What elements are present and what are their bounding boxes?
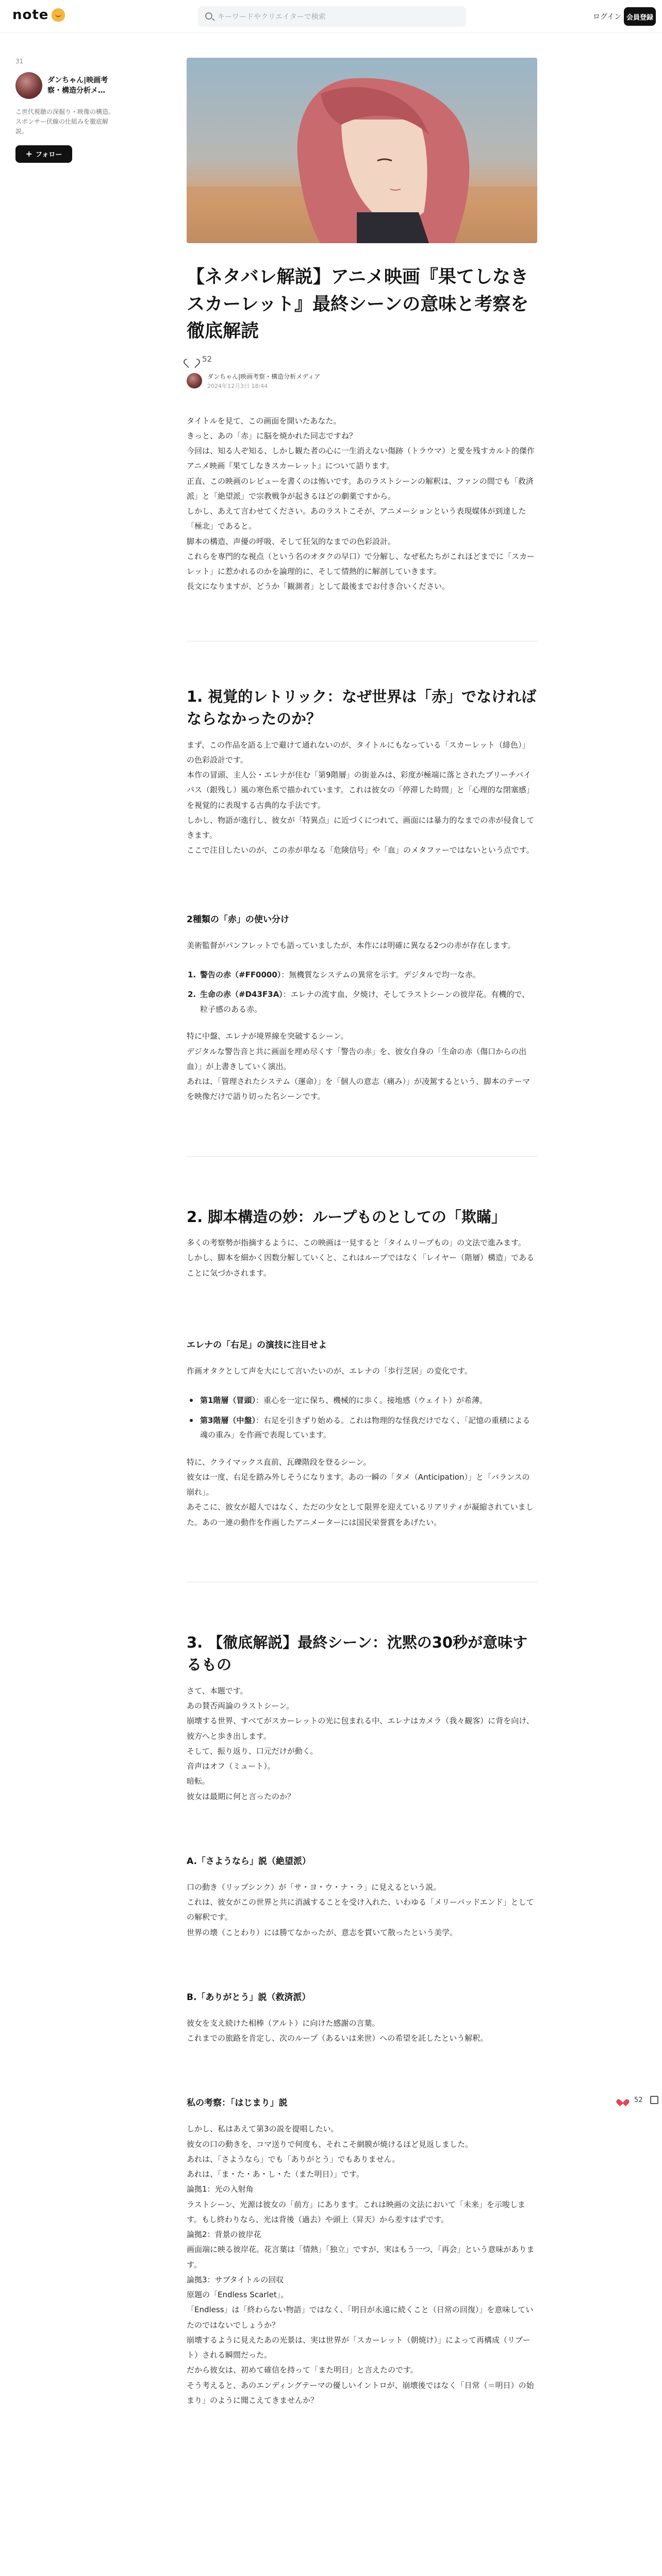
list-item-text: ：エレナの流す血、夕焼け、そしてラストシーンの彼岸花。有機的で、粒子感のある赤。 (200, 990, 530, 1014)
section-heading: 3. 【徹底解説】最終シーン：沈黙の30秒が意味するもの (187, 1633, 528, 1674)
search-placeholder: キーワードやクリエイターで検索 (218, 13, 326, 21)
paragraph: 崩壊するように見えたあの光景は、実は世界が「スカーレット（朝焼け）」によって再構成（リブート）される瞬間だった。 (187, 2335, 531, 2360)
heart-icon[interactable] (187, 355, 196, 363)
intro-line: 今回は、知る人ぞ知る、しかし観た者の心に一生消えない傷跡（トラウマ）と愛を残すカルト的傑作アニメ映画『果てしなきスカーレット』について語ります。 (187, 446, 535, 471)
list-item: 1. 警告の赤（#FF0000）：無機質なシステムの異常を示す。デジタルで均一な赤。 (188, 970, 481, 979)
list-item: 2. 生命の赤（#D43F3A）：エレナの流す血、夕焼け、そしてラストシーンの彼岸花。有機的で、粒子感のある赤。 (188, 990, 530, 1014)
paragraph: だから彼女は、初めて確信を持って「また明日」と言えたのです。 (187, 2365, 418, 2375)
section-body (187, 738, 537, 858)
paragraph: 本作の冒頭、主人公・エレナが住む「第9階層」の街並みは、彩度が極端に落とされたブリーチバイパス（銀残し）風の寒色系で描かれています。これは彼女の「停滞した時間」と「心理的な閉塞感」を視覚的に表現する古典的な手法です。 (187, 770, 534, 810)
paragraph: 特に中盤、エレナが境界線を突破するシーン。 (187, 1031, 349, 1041)
creator-description: こ世代視聴の深掘り・映像の構造。スポンサー伏線の仕組みを徹底解説。 (15, 108, 115, 135)
creator-info[interactable] (15, 72, 119, 99)
section-body (187, 1029, 537, 1104)
list-item-label: 第3階層（中盤） (200, 1415, 256, 1425)
login-link[interactable]: ログイン (593, 13, 622, 21)
paragraph: 原題の「Endless Scarlet」。 (187, 2290, 289, 2299)
signup-button[interactable]: 会員登録 (624, 7, 656, 26)
paragraph: 彼女を支え続けた相棒（アルト）に向けた感謝の言葉。 (187, 2018, 380, 2028)
subsection-heading: 2種類の「赤」の使い分け (187, 914, 289, 925)
list-item (187, 1393, 537, 1408)
paragraph: 崩壊する世界、すべてがスカーレットの光に包まれる中、エレナはカメラ（我々観客）に背を向け、彼方へと歩き出します。 (187, 1716, 534, 1741)
paragraph: 特に、クライマックス直前、瓦礫階段を登るシーン。 (187, 1457, 371, 1467)
paragraph: 論拠3：サブタイトルの回収 (187, 2275, 284, 2284)
divider (187, 1156, 537, 1157)
intro-line: 長文になりますが、どうか「観測者」として最後までお付き合いください。 (187, 582, 450, 591)
paragraph: 彼女は最期に何と言ったのか？ (187, 1791, 295, 1801)
follow-button[interactable] (15, 145, 72, 163)
intro-line: しかし、あえて言わせてください。あのラストこそが、アニメーションという表現媒体が到達した「極北」であると。 (187, 506, 526, 531)
smile-badge-icon (52, 8, 65, 22)
paragraph: これまでの旅路を肯定し、次のループ（あるいは来世）への希望を託したという解釈。 (187, 2033, 488, 2043)
paragraph: 口の動き（リップシンク）が「サ・ヨ・ウ・ナ・ラ」に見えるという説。 (187, 1882, 441, 1892)
section-heading: 2. 脚本構造の妙：ループものとしての「欺瞞」 (187, 1208, 506, 1226)
paragraph: 暗転。 (187, 1776, 210, 1786)
article-title: 【ネタバレ解説】アニメ映画『果てしなきスカーレット』最終シーンの意味と考察を徹底解読 (187, 267, 529, 342)
numbered-list (187, 968, 537, 1017)
paragraph: 作画オタクとして声を大にして言いたいのが、エレナの「歩行芝居」の変化です。 (187, 1366, 472, 1376)
list-item-label: 第1階層（冒頭） (200, 1396, 256, 1405)
paragraph: あれは、「管理されたシステム（運命）」を「個人の意志（痛み）」が凌駕するという、脚本のテーマを映像だけで語り切った名シーンです。 (187, 1077, 531, 1101)
comment-icon[interactable] (650, 2096, 658, 2104)
author-name[interactable]: ダンちゃん|映画考察・構造分析メディア (207, 372, 321, 380)
plus-icon: + (25, 149, 33, 159)
creator-name[interactable]: ダンちゃん|映画考察・構造分析メ… (47, 76, 108, 95)
intro-line: 正直、この映画のレビューを書くのは怖いです。あのラストシーンの解釈は、ファンの間でも「救済派」と「絶望派」で宗教戦争が起きるほどの劇薬ですから。 (187, 476, 534, 501)
list-item-text: ：無機質なシステムの異常を示す。デジタルで均一な赤。 (281, 970, 481, 979)
intro-line: タイトルを見て、この画面を開いたあなた。 (187, 416, 341, 426)
paragraph: 多くの考察勢が指摘するように、この映画は一見すると「タイムリープもの」の文法で進みます。 (187, 1238, 526, 1247)
paragraph: しかし、私はあえて第3の説を提唱したい。 (187, 2124, 339, 2134)
subsection-heading: A.「さようなら」説（絶望派） (187, 1856, 311, 1867)
list-item-label: 警告の赤（#FF0000） (200, 970, 282, 979)
paragraph: 彼女は一度、右足を踏み外しそうになります。あの一瞬の「タメ（Anticipation）」と「バランスの崩れ」。 (187, 1472, 530, 1497)
paragraph: 美術監督がパンフレットでも語っていましたが、本作には明確に異なる2つの赤が存在します。 (187, 940, 516, 950)
intro-line: これらを専門的な視点（という名のオタクの早口）で分解し、なぜ私たちがこれほどまでに「スカーレット」に惹かれるのかを論理的に、そして情熱的に解剖していきます。 (187, 551, 535, 576)
avatar[interactable] (187, 373, 202, 388)
intro-paragraph (187, 414, 537, 595)
list-item-text: ：右足を引きずり始める。これは物理的な怪我だけでなく、「記憶の重積による魂の重み」を作画で表現しています。 (200, 1415, 531, 1439)
paragraph: 音声はオフ（ミュート）。 (187, 1761, 275, 1771)
paragraph: 世界の壊（ことわり）には勝てなかったが、意志を貫いて散ったという美学。 (187, 1927, 458, 1937)
paragraph: さて、本題です。 (187, 1686, 248, 1696)
heart-icon[interactable] (619, 2096, 627, 2104)
hero-image (187, 58, 537, 243)
paragraph: ここで注目したいのが、この赤が単なる「危険信号」や「血」のメタファーではないという点です。 (187, 845, 534, 855)
paragraph: そして、振り返り、口元だけが動く。 (187, 1746, 318, 1756)
floating-action-bar (619, 2096, 662, 2104)
publish-date: 2024年12月3日 18:44 (207, 382, 268, 389)
creator-sidebar (15, 58, 119, 163)
list-item (187, 1413, 537, 1443)
paragraph: あれは、「ま・た・あ・し・た（また明日）」です。 (187, 2170, 364, 2179)
section-body (187, 2122, 537, 2408)
section-body (187, 2016, 537, 2046)
like-area[interactable] (187, 354, 537, 364)
list-item-text: ：重心を一定に保ち、機械的に歩く。接地感（ウェイト）が希薄。 (255, 1396, 488, 1405)
subsection-heading: エレナの「右足」の演技に注目せよ (187, 1340, 327, 1350)
section-body (187, 1684, 537, 1804)
section-body (187, 1880, 537, 1940)
paragraph: あそこに、彼女が超人ではなく、ただの少女として限界を迎えているリアリティが凝縮されていました。あの一連の動作を作画したアニメーターには国民栄誉賞をあげたい。 (187, 1502, 534, 1527)
section-body (187, 1235, 537, 1281)
section-body (187, 1455, 537, 1530)
list-item-label: 生命の赤（#D43F3A） (200, 990, 283, 999)
paragraph: しかし、脚本を細かく因数分解していくと、これはループではなく「レイヤー（階層）構造」であることに気づかされます。 (187, 1253, 534, 1278)
article (187, 58, 537, 2408)
subsection-heading: 私の考察：「はじまり」説 (187, 2098, 288, 2109)
paragraph: あれは、「さようなら」でも「ありがとう」でもありません。 (187, 2154, 400, 2164)
intro-line: きっと、あの「赤」に脳を焼かれた同志ですね？ (187, 431, 357, 440)
paragraph: 論拠1：光の入射角 (187, 2184, 254, 2194)
paragraph: しかし、物語が進行し、彼女が「特異点」に近づくにつれて、画面には暴力的なまでの赤が侵食してきます。 (187, 815, 535, 840)
search-input[interactable] (198, 6, 466, 27)
subsection-heading: B.「ありがとう」説（救済派） (187, 1992, 311, 2003)
paragraph: ラストシーン、光源は彼女の「前方」にあります。これは映画の文法において「未来」を示唆します。もし終わりなら、光は背後（過去）や頭上（昇天）から差すはずです。 (187, 2199, 525, 2224)
sidebar-count: 31 (15, 58, 24, 65)
paragraph: 「Endless」は「終わらない物語」ではなく、「明日が永遠に続くこと（日常の回復）」を意味していたのではないでしょうか？ (187, 2305, 534, 2330)
section-heading: 1. 視覚的レトリック：なぜ世界は「赤」でなければならなかったのか？ (187, 687, 537, 727)
paragraph: あの賛否両論のラストシーン。 (187, 1701, 294, 1710)
intro-line: 脚本の構造、声優の呼吸、そして狂気的なまでの色彩設計。 (187, 536, 396, 546)
paragraph: 画面端に映る彼岸花。花言葉は「情熱」「独立」ですが、実はもう一つ、「再会」という意味があります。 (187, 2245, 535, 2269)
avatar[interactable] (15, 72, 42, 99)
logo-text: note (12, 7, 49, 23)
paragraph: 論拠2：背景の彼岸花 (187, 2230, 261, 2239)
paragraph: 彼女の口の動きを、コマ送りで何度も、それこそ網膜が焼けるほど見返しました。 (187, 2139, 473, 2149)
paragraph: デジタルな警告音と共に画面を埋め尽くす「警告の赤」を、彼女自身の「生命の赤（傷口からの出血）」が上書きしていく演出。 (187, 1046, 527, 1071)
note-logo[interactable] (12, 7, 65, 23)
author-row[interactable] (187, 372, 537, 390)
follow-label: フォロー (36, 151, 62, 159)
bullet-list (187, 1393, 537, 1443)
search-icon (205, 12, 212, 20)
paragraph: そう考えると、あのエンディングテーマの優しいイントロが、崩壊後ではなく「日常（＝明日）の始まり」のように聞こえてきませんか？ (187, 2380, 534, 2405)
hero-illustration (187, 58, 537, 243)
paragraph: まず、この作品を語る上で避けて通れないのが、タイトルにもなっている「スカーレット（緋色）」の色彩設計です。 (187, 740, 530, 765)
site-header (0, 0, 662, 33)
like-count: 52 (202, 354, 212, 364)
floating-like-count: 52 (634, 2096, 643, 2104)
paragraph: これは、彼女がこの世界と共に消滅することを受け入れた、いわゆる「メリーバッドエンド」としての解釈です。 (187, 1897, 534, 1922)
